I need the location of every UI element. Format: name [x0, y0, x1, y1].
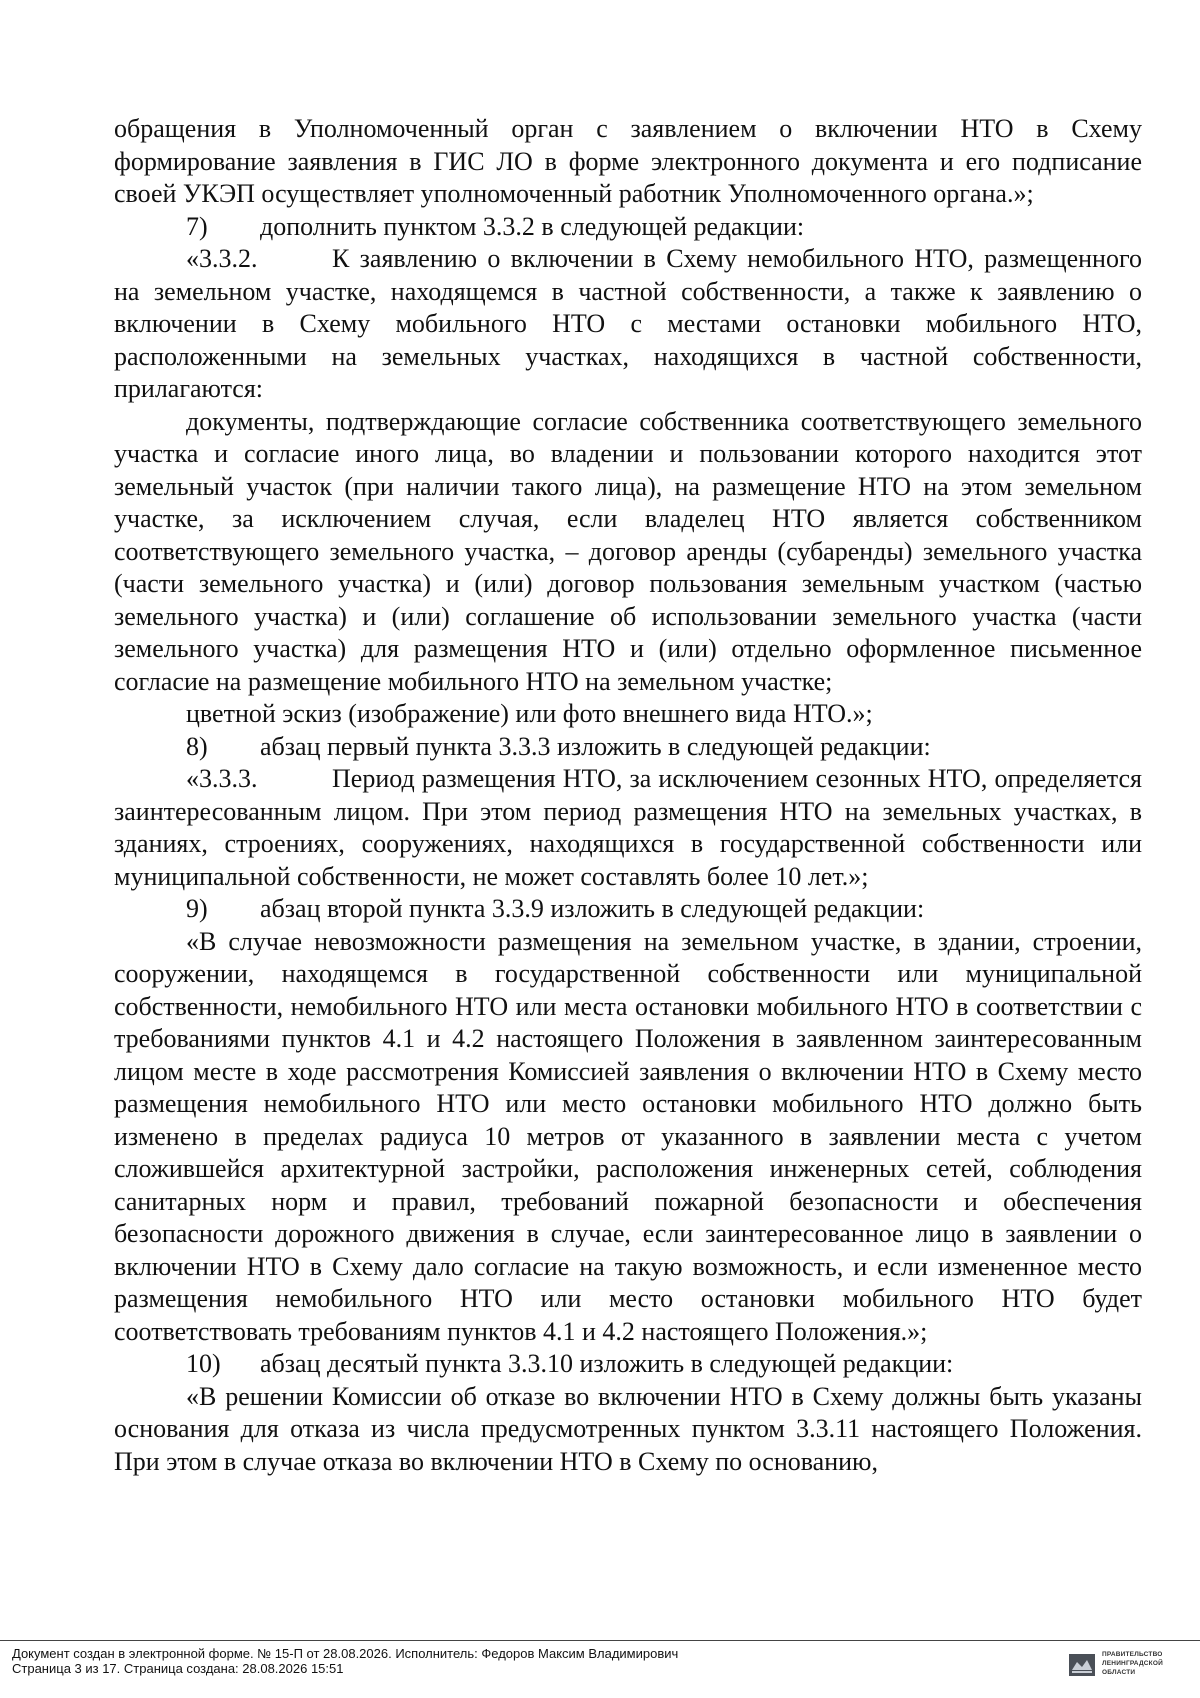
footer-document-info: Документ создан в электронной форме. № 15-П от 28.08.2026. Исполнитель: Федоров Максим Владимирович [12, 1646, 679, 1661]
quoted-clause [114, 763, 1142, 893]
paragraph: «В решении Комиссии об отказе во включении НТО в Схему должны быть указаны основания для отказа из числа предусмотренных пунктом 3.3.11 настоящего Положения. При этом в случае отказа во включении НТО в Схему по основанию, [114, 1381, 1142, 1476]
item-text: дополнить пунктом 3.3.2 в следующей редакции: [260, 211, 805, 241]
logo-line: ПРАВИТЕЛЬСТВО [1102, 1651, 1163, 1658]
logo-line: ЛЕНИНГРАДСКОЙ [1102, 1660, 1163, 1667]
quoted-clause [114, 243, 1142, 406]
list-item [114, 893, 1142, 926]
item-number: 8) [186, 731, 208, 761]
list-item [114, 211, 1142, 244]
government-logo [1069, 1648, 1194, 1684]
item-text: абзац десятый пункта 3.3.10 изложить в следующей редакции: [260, 1349, 954, 1378]
logo-line: ОБЛАСТИ [1102, 1669, 1136, 1676]
clause-number: «3.3.2. [186, 244, 258, 273]
paragraph: «В случае невозможности размещения на земельном участке, в здании, строении, сооружении, находящемся в государственной собственности или муниципальной собственности, немобильного НТО или места остановки мобильного НТО в соответствии с требованиями пунктов 4.1 и 4.2 настоящего Положения в заявленном заинтересованным лицом месте в ходе рассмотрения Комиссией заявления о включении НТО в Схему место размещения немобильного НТО или место остановки мобильного НТО должно быть изменено в пределах радиуса 10 метров от указанного в заявлении места с учетом сложившейся архитектурной застройки, расположения инженерных сетей, соблюдения санитарных норм и правил, требований пожарной безопасности и обеспечения безопасности дорожного движения в случае, если заинтересованное лицо в заявлении о включении НТО в Схему дало согласие на такую возможность, и если измененное место размещения немобильного НТО или место остановки мобильного НТО будет соответствовать требованиям пунктов 4.1 и 4.2 настоящего Положения.»; [114, 926, 1142, 1346]
list-item [114, 731, 1142, 764]
logo-caption [1102, 1650, 1163, 1677]
document-footer [12, 1646, 1062, 1676]
clause-number: «3.3.3. [186, 764, 258, 793]
item-text: абзац второй пункта 3.3.9 изложить в следующей редакции: [260, 894, 925, 923]
item-number: 9) [186, 894, 208, 923]
paragraph: обращения в Уполномоченный орган с заявлением о включении НТО в Схему формирование заявления в ГИС ЛО в форме электронного документа и его подписание своей УКЭП осуществляет уполномоченный работник Уполномоченного органа.»; [114, 114, 1142, 208]
document-body [114, 113, 1142, 1478]
paragraph: цветной эскиз (изображение) или фото внешнего вида НТО.»; [186, 699, 873, 728]
item-number: 7) [186, 211, 208, 241]
clause-text: Период размещения НТО, за исключением сезонных НТО, определяется заинтересованным лицом. При этом период размещения НТО на земельных участках, в зданиях, строениях, сооружениях, находящихся в государственной собственности или муниципальной собственности, не может составлять более 10 лет.»; [114, 764, 1142, 891]
footer-divider [0, 1640, 1200, 1641]
item-number: 10) [186, 1349, 221, 1378]
footer-page-info: Страница 3 из 17. Страница создана: 28.08.2026 15:51 [12, 1661, 344, 1676]
list-item [114, 1348, 1142, 1381]
clause-text: К заявлению о включении в Схему немобильного НТО, размещенного на земельном участке, находящемся в частной собственности, а также к заявлению о включении в Схему мобильного НТО с местами остановки мобильного НТО, расположенными на земельных участках, находящихся в частной собственности, прилагаются: [114, 244, 1142, 403]
paragraph: документы, подтверждающие согласие собственника соответствующего земельного участка и согласие иного лица, во владении и пользовании которого находится этот земельный участок (при наличии такого лица), на размещение НТО на этом земельном участке, за исключением случая, если владелец НТО является собственником соответствующего земельного участка, – договор аренды (субаренды) земельного участка (части земельного участка) и (или) договор пользования земельным участком (частью земельного участка) и (или) соглашение об использовании земельного участка (части земельного участка) для размещения НТО и (или) отдельно оформленное письменное согласие на размещение мобильного НТО на земельном участке; [114, 406, 1142, 696]
item-text: абзац первый пункта 3.3.3 изложить в следующей редакции: [260, 731, 931, 761]
coat-of-arms-icon [1069, 1654, 1095, 1676]
